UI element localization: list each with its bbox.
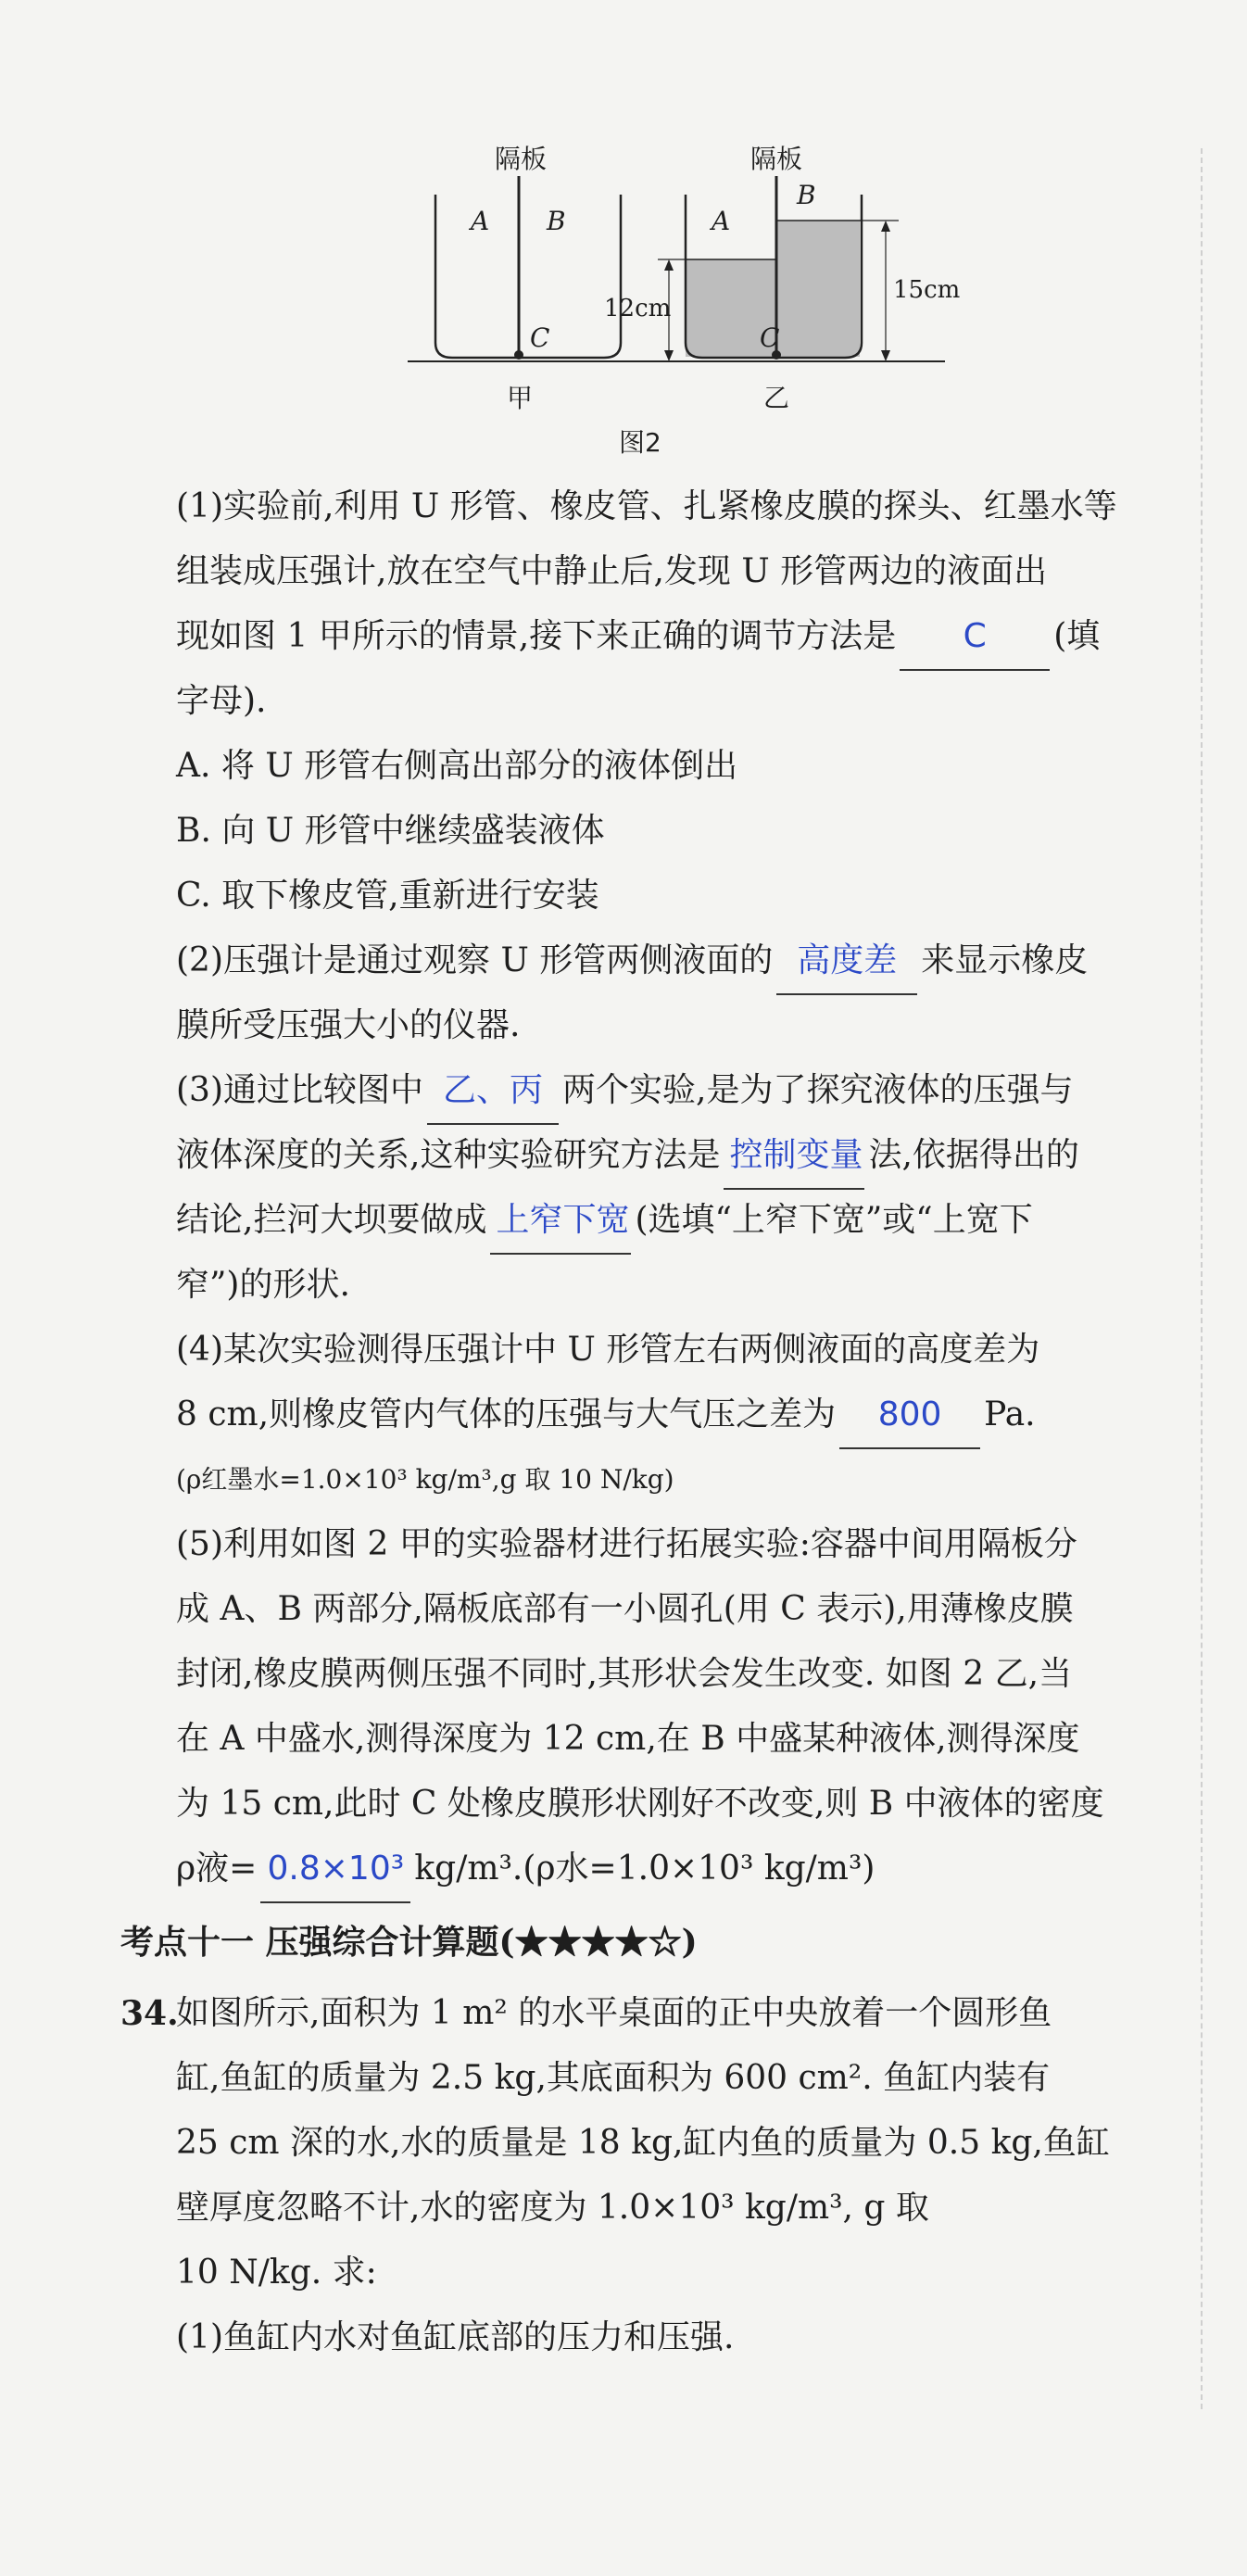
q2-line1	[176, 928, 1088, 995]
label-12cm: 12cm	[604, 295, 672, 322]
label-yi: 乙	[763, 383, 790, 413]
label-c-yi: C	[760, 322, 780, 353]
q5-line5: 为 15 cm,此时 C 处橡皮膜形状刚好不改变,则 B 中液体的密度	[176, 1785, 1104, 1823]
q2-line1-text: (2)压强计是通过观察 U 形管两侧液面的	[176, 941, 774, 979]
q1-line4: 字母).	[176, 682, 267, 720]
q5-line3: 封闭,橡皮膜两侧压强不同时,其形状会发生改变. 如图 2 乙,当	[176, 1655, 1073, 1693]
q4-line2-tail: Pa.	[984, 1395, 1036, 1433]
q1-line3-tail: (填	[1053, 617, 1101, 655]
figure-2	[398, 139, 973, 473]
q34-line4: 壁厚度忽略不计,水的密度为 1.0×10³ kg/m³, g 取	[176, 2189, 929, 2227]
question-number-34: 34.	[120, 1994, 179, 2033]
q3-line1	[176, 1058, 1073, 1125]
q5-line1: (5)利用如图 2 甲的实验器材进行拓展实验:容器中间用隔板分	[176, 1525, 1077, 1563]
q5-answer: 0.8×10³	[260, 1837, 410, 1903]
label-a-yi: A	[712, 206, 731, 236]
q3-answer-1: 乙、丙	[427, 1058, 559, 1125]
q5-line4: 在 A 中盛水,测得深度为 12 cm,在 B 中盛某种液体,测得深度	[176, 1720, 1080, 1758]
label-b-jia: B	[547, 206, 566, 236]
label-b-yi: B	[797, 180, 816, 210]
q5-line6-text: ρ液=	[176, 1850, 258, 1888]
q1-option-b: B. 向 U 形管中继续盛装液体	[176, 812, 605, 850]
q1-line3-text: 现如图 1 甲所示的情景,接下来正确的调节方法是	[176, 617, 897, 655]
q2-line2: 膜所受压强大小的仪器.	[176, 1006, 521, 1044]
q4-line2	[176, 1383, 1036, 1449]
label-15cm: 15cm	[893, 276, 961, 304]
q5-line6-tail: kg/m³.(ρ水=1.0×10³ kg/m³)	[414, 1850, 875, 1888]
q3-line3-tail: (选填“上窄下宽”或“上宽下	[635, 1201, 1033, 1239]
container-diagram	[398, 139, 973, 473]
q3-line3-text: 结论,拦河大坝要做成	[176, 1201, 487, 1239]
q4-line2-text: 8 cm,则橡皮管内气体的压强与大气压之差为	[176, 1395, 837, 1433]
partition-label-2: 隔板	[750, 144, 803, 174]
figure-caption: 图2	[619, 427, 661, 458]
q3-answer-2: 控制变量	[724, 1123, 864, 1190]
q1-line1: (1)实验前,利用 U 形管、橡皮管、扎紧橡皮膜的探头、红墨水等	[176, 487, 1117, 525]
q3-line3	[176, 1188, 1033, 1255]
q1-line2: 组装成压强计,放在空气中静止后,发现 U 形管两边的液面出	[176, 552, 1048, 590]
margin-dashed-line	[1201, 148, 1203, 2409]
q34-sub1: (1)鱼缸内水对鱼缸底部的压力和压强.	[176, 2318, 735, 2356]
q34-line1: 如图所示,面积为 1 m² 的水平桌面的正中央放着一个圆形鱼	[176, 1994, 1052, 2032]
q5-line2: 成 A、B 两部分,隔板底部有一小圆孔(用 C 表示),用薄橡皮膜	[176, 1590, 1074, 1628]
q3-line2-tail: 法,依据得出的	[868, 1136, 1079, 1174]
q3-line1-text: (3)通过比较图中	[176, 1071, 423, 1109]
section-heading: 考点十一 压强综合计算题(★★★★☆)	[120, 1923, 698, 1962]
q1-option-c: C. 取下橡皮管,重新进行安装	[176, 877, 599, 915]
q34-line3: 25 cm 深的水,水的质量是 18 kg,缸内鱼的质量为 0.5 kg,鱼缸	[176, 2124, 1110, 2162]
q4-answer: 800	[839, 1383, 980, 1449]
q3-line2	[176, 1123, 1079, 1190]
label-jia: 甲	[507, 383, 534, 413]
q3-line1-tail: 两个实验,是为了探究液体的压强与	[562, 1071, 1074, 1109]
q3-line4: 窄”)的形状.	[176, 1266, 350, 1304]
partition-label-1: 隔板	[495, 144, 548, 174]
q4-line1: (4)某次实验测得压强计中 U 形管左右两侧液面的高度差为	[176, 1331, 1040, 1369]
q2-line1-tail: 来显示橡皮	[921, 941, 1089, 979]
q1-option-a: A. 将 U 形管右侧高出部分的液体倒出	[176, 747, 738, 785]
q1-answer: C	[900, 604, 1050, 671]
label-a-jia: A	[471, 206, 490, 236]
q2-answer: 高度差	[776, 928, 917, 995]
q3-answer-3: 上窄下宽	[490, 1188, 631, 1255]
q34-line5: 10 N/kg. 求:	[176, 2254, 377, 2292]
q5-line6	[176, 1837, 875, 1903]
q3-line2-text: 液体深度的关系,这种实验研究方法是	[176, 1136, 721, 1174]
q1-line3	[176, 604, 1100, 671]
label-c-jia: C	[530, 322, 550, 353]
q4-line3: (ρ红墨水=1.0×10³ kg/m³,g 取 10 N/kg)	[176, 1464, 674, 1495]
q34-line2: 缸,鱼缸的质量为 2.5 kg,其底面积为 600 cm². 鱼缸内装有	[176, 2059, 1051, 2097]
